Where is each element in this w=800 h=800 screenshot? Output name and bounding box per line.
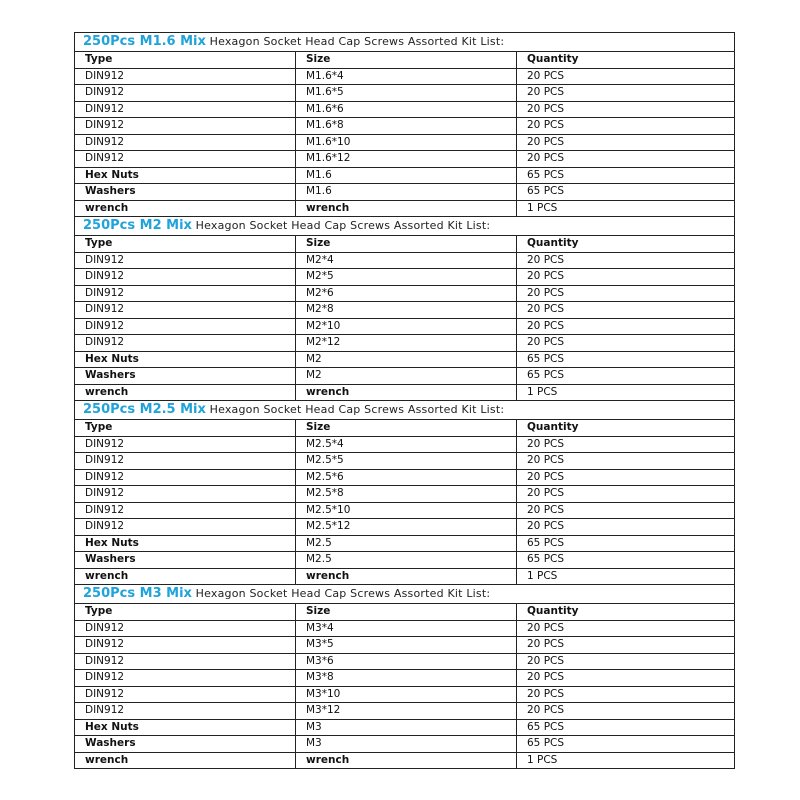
table-row (75, 436, 734, 453)
cell-type: Hex Nuts (75, 351, 296, 368)
column-header-type: Type (75, 52, 296, 68)
cell-quantity: 20 PCS (517, 686, 735, 703)
cell-size: M2.5*10 (296, 502, 517, 519)
table-row (75, 519, 734, 536)
cell-type: DIN912 (75, 703, 296, 720)
table-row (75, 184, 734, 201)
cell-type: Washers (75, 184, 296, 201)
cell-type: Hex Nuts (75, 167, 296, 184)
cell-quantity: 20 PCS (517, 436, 735, 453)
kit-table (75, 604, 734, 769)
cell-size: M2.5 (296, 552, 517, 569)
cell-quantity: 65 PCS (517, 719, 735, 736)
cell-type: Washers (75, 736, 296, 753)
cell-quantity: 20 PCS (517, 486, 735, 503)
cell-quantity: 65 PCS (517, 736, 735, 753)
cell-type: DIN912 (75, 285, 296, 302)
column-header-quantity: Quantity (517, 52, 735, 68)
cell-type: wrench (75, 200, 296, 217)
table-row (75, 134, 734, 151)
cell-quantity: 20 PCS (517, 252, 735, 269)
cell-type: DIN912 (75, 118, 296, 135)
table-row (75, 269, 734, 286)
cell-size: M2.5*8 (296, 486, 517, 503)
table-row (75, 502, 734, 519)
cell-quantity: 20 PCS (517, 68, 735, 85)
column-header-quantity: Quantity (517, 236, 735, 252)
table-row (75, 736, 734, 753)
table-row (75, 118, 734, 135)
table-row (75, 670, 734, 687)
cell-size: M3 (296, 719, 517, 736)
table-row (75, 302, 734, 319)
cell-type: Hex Nuts (75, 719, 296, 736)
cell-type: DIN912 (75, 302, 296, 319)
column-header-size: Size (296, 604, 517, 620)
cell-type: DIN912 (75, 318, 296, 335)
table-row (75, 552, 734, 569)
section-title-accent: 250Pcs M1.6 Mix (83, 34, 206, 49)
cell-type: DIN912 (75, 469, 296, 486)
cell-size: M2 (296, 351, 517, 368)
table-row (75, 453, 734, 470)
cell-quantity: 1 PCS (517, 752, 735, 769)
cell-quantity: 65 PCS (517, 368, 735, 385)
column-header-type: Type (75, 604, 296, 620)
cell-type: Hex Nuts (75, 535, 296, 552)
column-header-size: Size (296, 52, 517, 68)
cell-size: M2 (296, 368, 517, 385)
table-row (75, 535, 734, 552)
kit-section (74, 585, 735, 769)
table-row (75, 351, 734, 368)
cell-type: DIN912 (75, 134, 296, 151)
section-title-accent: 250Pcs M3 Mix (83, 586, 192, 601)
cell-type: DIN912 (75, 502, 296, 519)
column-header-type: Type (75, 420, 296, 436)
cell-type: Washers (75, 552, 296, 569)
cell-size: M3*10 (296, 686, 517, 703)
cell-type: DIN912 (75, 620, 296, 637)
cell-quantity: 1 PCS (517, 384, 735, 401)
section-title-text: Hexagon Socket Head Cap Screws Assorted Kit List: (191, 219, 491, 232)
cell-size: M3 (296, 736, 517, 753)
cell-quantity: 20 PCS (517, 620, 735, 637)
section-title (75, 217, 734, 236)
table-row (75, 167, 734, 184)
cell-quantity: 65 PCS (517, 552, 735, 569)
cell-type: wrench (75, 568, 296, 585)
section-title-text: Hexagon Socket Head Cap Screws Assorted Kit List: (205, 35, 505, 48)
cell-type: DIN912 (75, 453, 296, 470)
cell-quantity: 65 PCS (517, 535, 735, 552)
cell-size: M1.6*5 (296, 85, 517, 102)
cell-quantity: 20 PCS (517, 703, 735, 720)
cell-size: wrench (296, 384, 517, 401)
cell-type: DIN912 (75, 151, 296, 168)
section-title-accent: 250Pcs M2.5 Mix (83, 402, 206, 417)
section-title (75, 585, 734, 604)
cell-size: M1.6 (296, 167, 517, 184)
cell-quantity: 20 PCS (517, 502, 735, 519)
cell-size: M2*12 (296, 335, 517, 352)
cell-quantity: 65 PCS (517, 167, 735, 184)
kit-section (74, 401, 735, 585)
cell-size: M2*10 (296, 318, 517, 335)
kit-section (74, 217, 735, 401)
cell-size: wrench (296, 568, 517, 585)
table-row (75, 318, 734, 335)
cell-size: M3*8 (296, 670, 517, 687)
cell-type: DIN912 (75, 436, 296, 453)
cell-type: DIN912 (75, 85, 296, 102)
cell-size: M2*6 (296, 285, 517, 302)
table-row (75, 285, 734, 302)
cell-size: M1.6*6 (296, 101, 517, 118)
table-row (75, 101, 734, 118)
cell-size: M3*4 (296, 620, 517, 637)
cell-size: M2.5*6 (296, 469, 517, 486)
table-row (75, 469, 734, 486)
section-title-text: Hexagon Socket Head Cap Screws Assorted Kit List: (191, 587, 491, 600)
section-title-text: Hexagon Socket Head Cap Screws Assorted Kit List: (205, 403, 505, 416)
cell-size: M1.6*4 (296, 68, 517, 85)
cell-size: M3*6 (296, 653, 517, 670)
kit-table (75, 420, 734, 585)
table-row (75, 568, 734, 585)
cell-quantity: 20 PCS (517, 118, 735, 135)
cell-size: M3*5 (296, 637, 517, 654)
column-header-quantity: Quantity (517, 604, 735, 620)
cell-quantity: 20 PCS (517, 85, 735, 102)
section-title (75, 33, 734, 52)
table-row (75, 752, 734, 769)
cell-type: DIN912 (75, 653, 296, 670)
cell-quantity: 20 PCS (517, 637, 735, 654)
cell-type: DIN912 (75, 269, 296, 286)
cell-type: DIN912 (75, 519, 296, 536)
cell-type: wrench (75, 752, 296, 769)
cell-size: M2.5 (296, 535, 517, 552)
column-header-size: Size (296, 420, 517, 436)
cell-size: M1.6 (296, 184, 517, 201)
cell-type: Washers (75, 368, 296, 385)
cell-quantity: 20 PCS (517, 519, 735, 536)
table-row (75, 637, 734, 654)
cell-quantity: 1 PCS (517, 200, 735, 217)
cell-size: M2.5*4 (296, 436, 517, 453)
cell-type: DIN912 (75, 486, 296, 503)
kit-table (75, 52, 734, 217)
table-row (75, 620, 734, 637)
cell-quantity: 20 PCS (517, 670, 735, 687)
cell-quantity: 20 PCS (517, 285, 735, 302)
cell-quantity: 65 PCS (517, 351, 735, 368)
section-title-accent: 250Pcs M2 Mix (83, 218, 192, 233)
cell-size: M1.6*8 (296, 118, 517, 135)
table-row (75, 686, 734, 703)
column-header-type: Type (75, 236, 296, 252)
cell-size: M2.5*12 (296, 519, 517, 536)
cell-quantity: 20 PCS (517, 151, 735, 168)
table-row (75, 85, 734, 102)
cell-quantity: 20 PCS (517, 653, 735, 670)
kit-list (74, 32, 735, 769)
section-title (75, 401, 734, 420)
cell-type: DIN912 (75, 670, 296, 687)
cell-type: DIN912 (75, 68, 296, 85)
cell-type: DIN912 (75, 637, 296, 654)
cell-quantity: 20 PCS (517, 269, 735, 286)
cell-size: wrench (296, 200, 517, 217)
cell-quantity: 1 PCS (517, 568, 735, 585)
cell-quantity: 20 PCS (517, 335, 735, 352)
cell-type: DIN912 (75, 101, 296, 118)
cell-type: DIN912 (75, 686, 296, 703)
cell-type: DIN912 (75, 335, 296, 352)
table-row (75, 252, 734, 269)
cell-size: M2*8 (296, 302, 517, 319)
cell-size: M2.5*5 (296, 453, 517, 470)
table-row (75, 703, 734, 720)
cell-type: DIN912 (75, 252, 296, 269)
table-header-row (75, 52, 734, 68)
table-header-row (75, 420, 734, 436)
cell-quantity: 20 PCS (517, 453, 735, 470)
cell-size: M2*5 (296, 269, 517, 286)
table-header-row (75, 236, 734, 252)
kit-section (74, 32, 735, 217)
table-row (75, 200, 734, 217)
cell-size: wrench (296, 752, 517, 769)
table-row (75, 368, 734, 385)
table-row (75, 653, 734, 670)
table-row (75, 486, 734, 503)
cell-quantity: 20 PCS (517, 101, 735, 118)
cell-size: M1.6*10 (296, 134, 517, 151)
cell-size: M3*12 (296, 703, 517, 720)
cell-type: wrench (75, 384, 296, 401)
cell-size: M2*4 (296, 252, 517, 269)
table-row (75, 384, 734, 401)
cell-quantity: 65 PCS (517, 184, 735, 201)
column-header-size: Size (296, 236, 517, 252)
column-header-quantity: Quantity (517, 420, 735, 436)
cell-quantity: 20 PCS (517, 134, 735, 151)
table-row (75, 151, 734, 168)
table-row (75, 335, 734, 352)
table-row (75, 719, 734, 736)
table-row (75, 68, 734, 85)
table-header-row (75, 604, 734, 620)
cell-quantity: 20 PCS (517, 302, 735, 319)
cell-size: M1.6*12 (296, 151, 517, 168)
cell-quantity: 20 PCS (517, 318, 735, 335)
cell-quantity: 20 PCS (517, 469, 735, 486)
kit-table (75, 236, 734, 401)
